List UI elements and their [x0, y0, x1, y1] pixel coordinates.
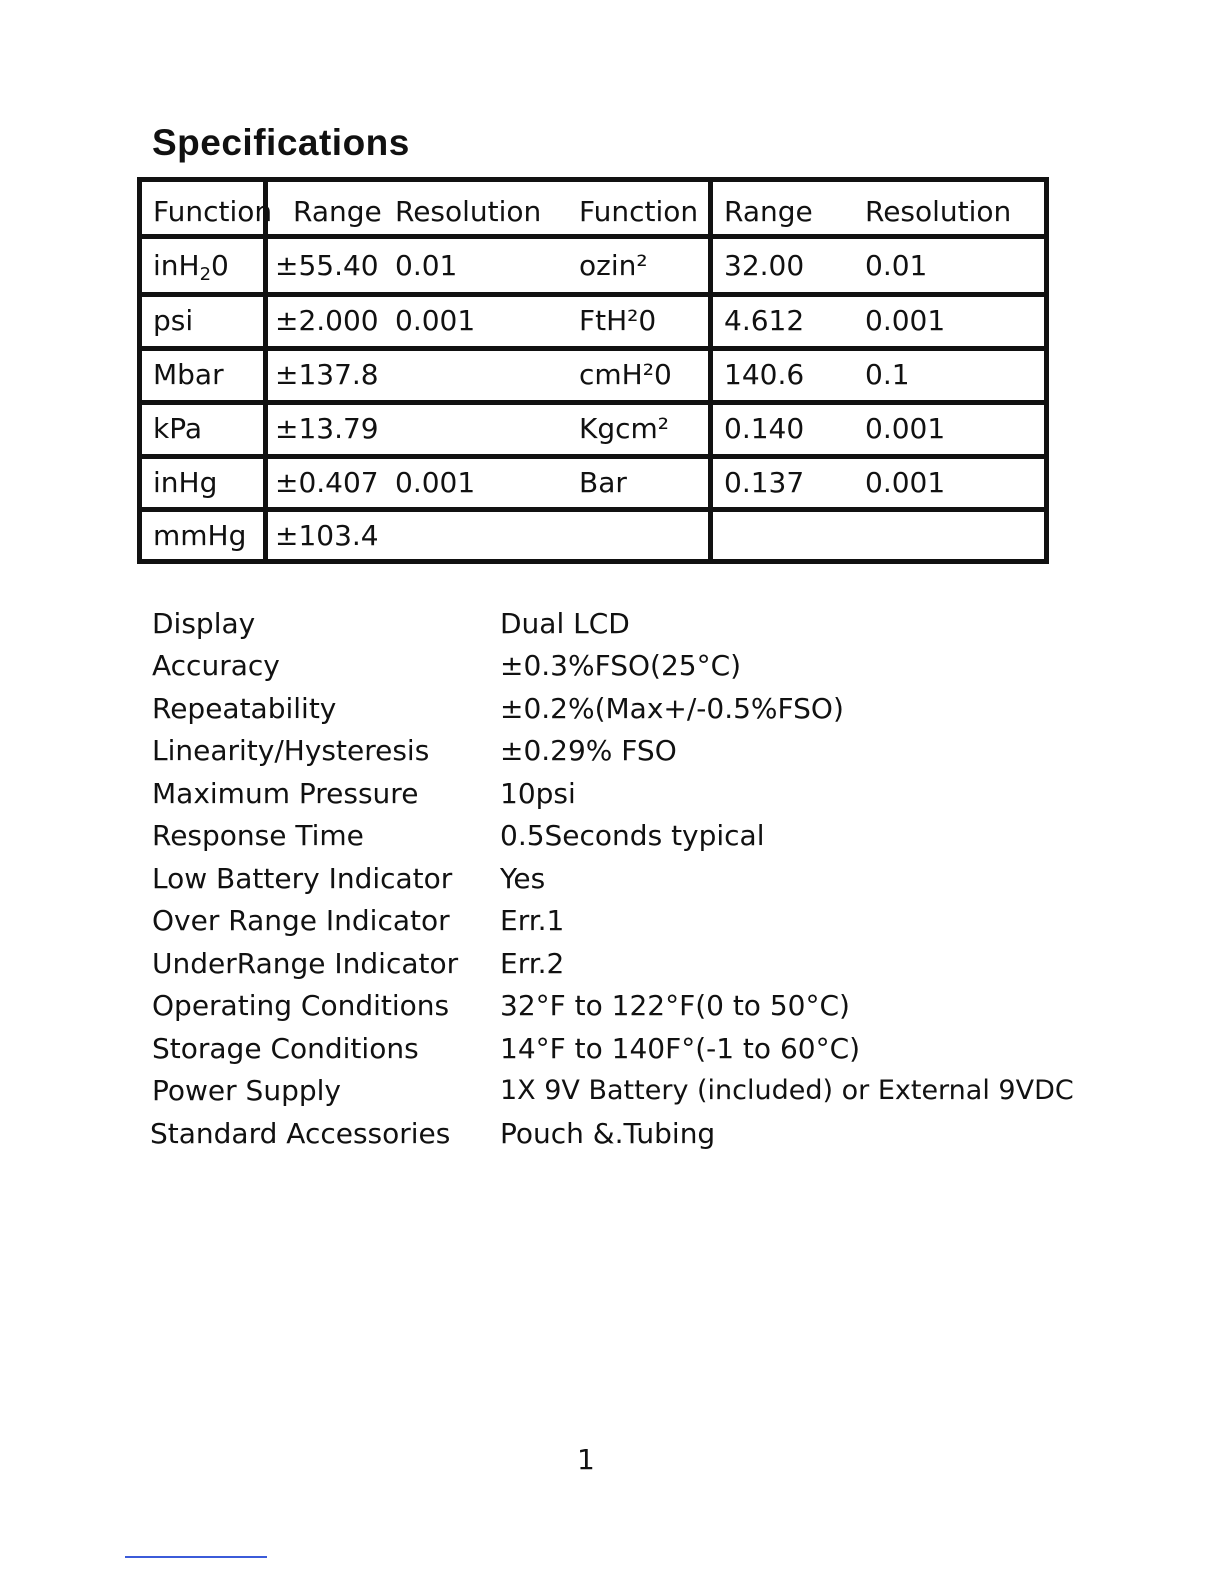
footer-rule	[125, 1556, 267, 1558]
table-cell-function: cmH²0	[579, 358, 672, 391]
table-cell-range: ±0.407	[275, 466, 379, 499]
spec-label: Linearity/Hysteresis	[152, 734, 430, 767]
table-cell-range: 0.137	[724, 466, 805, 499]
table-cell-range: 140.6	[724, 358, 805, 391]
spec-label: Low Battery Indicator	[152, 862, 453, 895]
spec-value: Err.1	[500, 904, 565, 937]
table-cell-resolution: 0.1	[865, 358, 910, 391]
page-title: Specifications	[152, 122, 410, 163]
table-cell-resolution: 0.001	[395, 304, 476, 337]
table-cell-range: ±2.000	[275, 304, 379, 337]
table-cell-function: Mbar	[153, 358, 224, 391]
header-resolution-1: Resolution	[395, 195, 542, 228]
spec-label: Standard Accessories	[150, 1117, 451, 1150]
column-divider	[708, 182, 713, 559]
table-cell-range: 32.00	[724, 249, 805, 282]
spec-value: 14°F to 140F°(-1 to 60°C)	[500, 1032, 861, 1065]
column-divider	[263, 182, 268, 559]
spec-label: Accuracy	[152, 649, 280, 682]
header-resolution-2: Resolution	[865, 195, 1012, 228]
table-cell-function: inHg	[153, 466, 218, 499]
spec-value: Dual LCD	[500, 607, 630, 640]
table-cell-resolution: 0.001	[865, 412, 946, 445]
table-cell-function: ozin²	[579, 249, 648, 282]
table-cell-resolution: 0.01	[865, 249, 928, 282]
table-cell-function: Bar	[579, 466, 627, 499]
table-cell-range: ±103.4	[275, 519, 379, 552]
spec-label: Repeatability	[152, 692, 337, 725]
table-cell-range: 0.140	[724, 412, 805, 445]
spec-label: Response Time	[152, 819, 364, 852]
header-range-2: Range	[724, 195, 813, 228]
row-divider	[142, 507, 1044, 512]
spec-value: 0.5Seconds typical	[500, 819, 765, 852]
page-number: 1	[577, 1443, 595, 1476]
table-cell-range: ±137.8	[275, 358, 379, 391]
row-divider	[142, 292, 1044, 297]
spec-label: Operating Conditions	[152, 989, 450, 1022]
spec-value: ±0.2%(Max+/-0.5%FSO)	[500, 692, 844, 725]
spec-value: ±0.3%FSO(25°C)	[500, 649, 742, 682]
row-divider	[142, 234, 1044, 239]
table-cell-range: ±13.79	[275, 412, 379, 445]
spec-label: Display	[152, 607, 256, 640]
spec-label: UnderRange Indicator	[152, 947, 459, 980]
header-range-1: Range	[293, 195, 382, 228]
table-cell-resolution: 0.001	[865, 466, 946, 499]
table-cell-resolution: 0.001	[395, 466, 476, 499]
table-cell-function: psi	[153, 304, 194, 337]
spec-label: Over Range Indicator	[152, 904, 450, 937]
spec-value: ±0.29% FSO	[500, 734, 677, 767]
table-cell-function: inH$_2$0	[153, 249, 229, 285]
spec-label: Power Supply	[152, 1074, 341, 1107]
table-cell-function: Kgcm²	[579, 412, 670, 445]
header-function-1: Function	[153, 195, 273, 228]
spec-value: 10psi	[500, 777, 576, 810]
spec-label: Storage Conditions	[152, 1032, 419, 1065]
spec-value: Yes	[500, 862, 546, 895]
spec-label: Maximum Pressure	[152, 777, 419, 810]
row-divider	[142, 346, 1044, 351]
spec-value: Err.2	[500, 947, 565, 980]
specifications-table	[137, 177, 1049, 564]
row-divider	[142, 454, 1044, 459]
header-function-2: Function	[579, 195, 699, 228]
table-cell-function: kPa	[153, 412, 202, 445]
table-cell-range: ±55.40	[275, 249, 379, 282]
spec-value: 32°F to 122°F(0 to 50°C)	[500, 989, 850, 1022]
table-cell-function: mmHg	[153, 519, 247, 552]
table-cell-resolution: 0.001	[865, 304, 946, 337]
table-cell-function: FtH²0	[579, 304, 657, 337]
row-divider	[142, 400, 1044, 405]
spec-value: 1X 9V Battery (included) or External 9VDC	[500, 1075, 1074, 1106]
spec-value: Pouch &.Tubing	[500, 1117, 716, 1150]
table-cell-range: 4.612	[724, 304, 805, 337]
table-cell-resolution: 0.01	[395, 249, 458, 282]
